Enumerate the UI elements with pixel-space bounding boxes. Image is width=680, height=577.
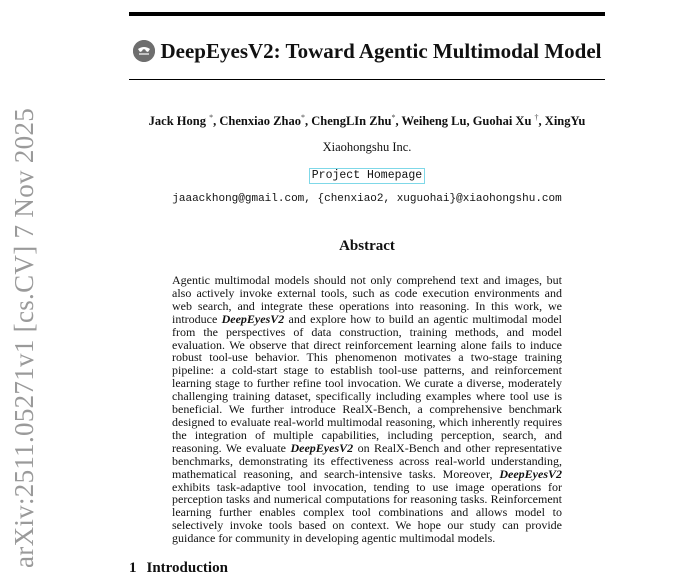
author-name: XingYu: [544, 114, 586, 129]
model-name: DeepEyesV2: [499, 466, 562, 481]
author-name: Guohai Xu: [472, 114, 532, 129]
model-name: DeepEyesV2: [221, 311, 285, 326]
eye-logo-icon: [133, 40, 155, 62]
paper-title: DeepEyesV2: Toward Agentic Multimodal Model: [160, 38, 602, 63]
section-number: 1: [129, 560, 137, 576]
abstract-text: Agentic multimodal models should not only comprehend text and images, but also actively invoke external tools, such as code execution environments and web search, and integrate these operations into reasoning. In this work, we introduce: [172, 273, 562, 326]
abstract-text: exhibits task-adaptive tool invocation, tending to use image operations for perception tasks and numerical computations for reasoning tasks. Reinforcement learning further enables complex tool combinations and allows model to selectively invoke tools based on context. We hope our study can provide guidance for community in developing agentic multimodal models.: [172, 479, 562, 546]
section-title: Introduction: [146, 560, 228, 576]
project-homepage-link[interactable]: Project Homepage: [309, 168, 425, 184]
arxiv-identifier-stamp: arXiv:2511.05271v1 [cs.CV] 7 Nov 2025: [9, 107, 39, 568]
author-mark: *: [209, 113, 214, 122]
author-emails: jaaackhong@gmail.com, {chenxiao2, xuguohai}@xiaohongshu.com: [172, 193, 562, 205]
author-mark: †: [534, 113, 539, 122]
title-bottom-rule: [129, 79, 605, 80]
author-name: ChengLIn Zhu: [311, 114, 392, 129]
model-name: DeepEyesV2: [290, 440, 354, 455]
affiliation: Xiaohongshu Inc.: [322, 140, 412, 154]
abstract-body: [172, 274, 562, 545]
section-heading: [129, 560, 228, 577]
author-list: Jack Hong *, Chenxiao Zhao*, ChengLIn Zhu*, Weiheng Lu, Guohai Xu †, XingYu: [148, 113, 586, 129]
title-top-rule: [129, 12, 605, 16]
author-name: Weiheng Lu: [401, 114, 467, 129]
project-link-container: [129, 165, 605, 184]
abstract-text: on RealX-Bench and other representative benchmarks, demonstrating its effectiveness across real-world understanding, mathematical reasoning, and search-intensive tasks. Moreover,: [172, 440, 562, 481]
abstract-text: and explore how to build an agentic multimodal model from the perspectives of data construction, training methods, and model evaluation. We observe that direct reinforcement learning alone fails to induce robust tool-use behavior. This phenomenon motivates a two-stage training pipeline: a cold-start stage to establish tool-use patterns, and reinforcement learning stage to further refine tool invocation. We curate a diverse, moderately challenging training dataset, specifically including examples where tool use is beneficial. We further introduce RealX-Bench, a comprehensive benchmark designed to evaluate real-world multimodal reasoning, which inherently requires the integration of multiple capabilities, including perception, search, and reasoning. We evaluate: [172, 311, 562, 455]
author-mark: *: [391, 113, 396, 122]
author-name: Jack Hong: [148, 114, 206, 129]
author-name: Chenxiao Zhao: [219, 114, 301, 129]
abstract-heading: Abstract: [339, 238, 395, 254]
author-mark: *: [300, 113, 305, 122]
title-block: [129, 34, 605, 68]
